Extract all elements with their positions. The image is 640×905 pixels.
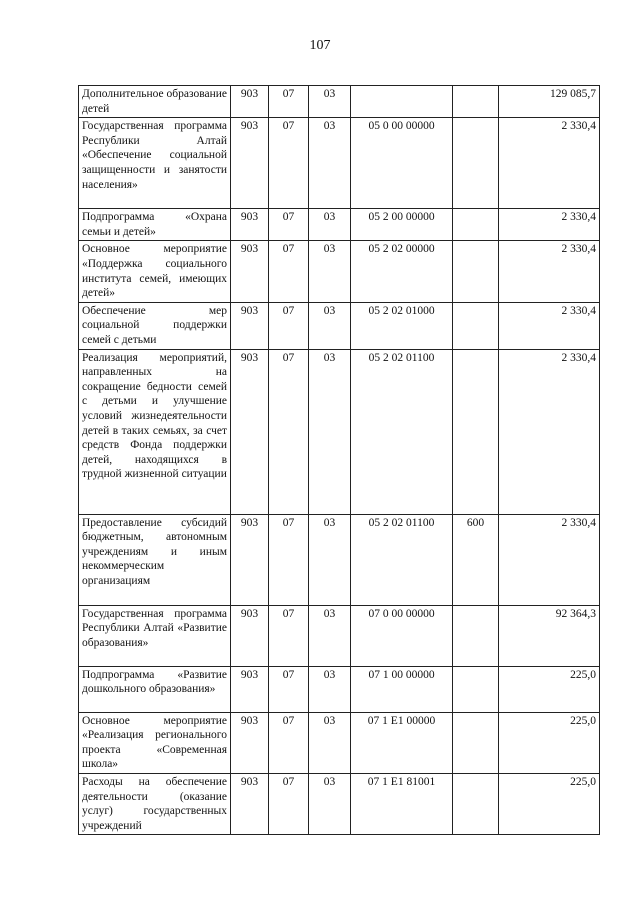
row-name: Расходы на обеспечение деятельности (оказание услуг) государственных учреждений — [79, 773, 231, 834]
row-amount: 225,0 — [499, 666, 600, 712]
table-row — [79, 773, 600, 834]
row-subsection-code: 03 — [309, 712, 351, 773]
row-target-code — [351, 86, 453, 118]
row-admin-code: 903 — [231, 605, 269, 666]
row-name: Предоставление субсидий бюджетным, автономным учреждениям и иным некоммерческим организациям — [79, 514, 231, 605]
row-expense-type — [453, 349, 499, 514]
row-amount: 2 330,4 — [499, 241, 600, 302]
row-section-code: 07 — [269, 514, 309, 605]
row-admin-code: 903 — [231, 302, 269, 349]
row-expense-type — [453, 209, 499, 241]
row-amount: 225,0 — [499, 712, 600, 773]
table-row — [79, 349, 600, 514]
row-section-code: 07 — [269, 605, 309, 666]
row-name: Обеспечение мер социальной поддержки семей с детьми — [79, 302, 231, 349]
row-amount: 2 330,4 — [499, 209, 600, 241]
row-amount: 2 330,4 — [499, 514, 600, 605]
row-amount: 2 330,4 — [499, 118, 600, 209]
row-target-code: 05 2 02 01100 — [351, 514, 453, 605]
row-target-code: 07 1 00 00000 — [351, 666, 453, 712]
row-name: Подпрограмма «Развитие дошкольного образования» — [79, 666, 231, 712]
budget-table — [78, 85, 600, 835]
row-expense-type — [453, 86, 499, 118]
row-name: Подпрограмма «Охрана семьи и детей» — [79, 209, 231, 241]
row-admin-code: 903 — [231, 241, 269, 302]
table-row — [79, 241, 600, 302]
row-subsection-code: 03 — [309, 86, 351, 118]
row-expense-type — [453, 712, 499, 773]
row-expense-type: 600 — [453, 514, 499, 605]
table-row — [79, 209, 600, 241]
row-subsection-code: 03 — [309, 209, 351, 241]
row-admin-code: 903 — [231, 666, 269, 712]
row-name: Дополнительное образование детей — [79, 86, 231, 118]
row-subsection-code: 03 — [309, 302, 351, 349]
table-row — [79, 302, 600, 349]
row-subsection-code: 03 — [309, 241, 351, 302]
row-expense-type — [453, 666, 499, 712]
row-name: Государственная программа Республики Алтай «Развитие образования» — [79, 605, 231, 666]
row-subsection-code: 03 — [309, 118, 351, 209]
row-amount: 129 085,7 — [499, 86, 600, 118]
row-section-code: 07 — [269, 349, 309, 514]
row-name: Основное мероприятие «Поддержка социального института семей, имеющих детей» — [79, 241, 231, 302]
row-expense-type — [453, 302, 499, 349]
row-section-code: 07 — [269, 241, 309, 302]
row-subsection-code: 03 — [309, 605, 351, 666]
row-amount: 2 330,4 — [499, 302, 600, 349]
row-name: Реализация мероприятий, направленных на сокращение бедности семей с детьми и улучшение условий жизнедеятельности детей в таких семьях, за счет средств Фонда поддержки детей, находящихся в трудной жизненной ситуации — [79, 349, 231, 514]
row-admin-code: 903 — [231, 712, 269, 773]
row-admin-code: 903 — [231, 514, 269, 605]
row-admin-code: 903 — [231, 773, 269, 834]
row-admin-code: 903 — [231, 118, 269, 209]
row-subsection-code: 03 — [309, 773, 351, 834]
row-section-code: 07 — [269, 712, 309, 773]
table-row — [79, 666, 600, 712]
table-row — [79, 605, 600, 666]
row-target-code: 05 2 02 01100 — [351, 349, 453, 514]
row-section-code: 07 — [269, 302, 309, 349]
row-section-code: 07 — [269, 86, 309, 118]
row-subsection-code: 03 — [309, 349, 351, 514]
table-row — [79, 514, 600, 605]
row-subsection-code: 03 — [309, 514, 351, 605]
row-section-code: 07 — [269, 118, 309, 209]
row-expense-type — [453, 118, 499, 209]
table-row — [79, 712, 600, 773]
page-number: 107 — [309, 38, 331, 53]
row-name: Основное мероприятие «Реализация регионального проекта «Современная школа» — [79, 712, 231, 773]
row-section-code: 07 — [269, 773, 309, 834]
row-subsection-code: 03 — [309, 666, 351, 712]
table-row — [79, 86, 600, 118]
row-amount: 2 330,4 — [499, 349, 600, 514]
row-amount: 225,0 — [499, 773, 600, 834]
row-target-code: 05 2 02 00000 — [351, 241, 453, 302]
row-target-code: 05 2 02 01000 — [351, 302, 453, 349]
row-admin-code: 903 — [231, 349, 269, 514]
row-name: Государственная программа Республики Алтай «Обеспечение социальной защищенности и занятости населения» — [79, 118, 231, 209]
row-target-code: 07 1 E1 81001 — [351, 773, 453, 834]
row-section-code: 07 — [269, 666, 309, 712]
row-target-code: 07 1 E1 00000 — [351, 712, 453, 773]
row-expense-type — [453, 773, 499, 834]
row-target-code: 05 2 00 00000 — [351, 209, 453, 241]
row-expense-type — [453, 241, 499, 302]
table-row — [79, 118, 600, 209]
row-target-code: 07 0 00 00000 — [351, 605, 453, 666]
row-amount: 92 364,3 — [499, 605, 600, 666]
row-admin-code: 903 — [231, 209, 269, 241]
row-target-code: 05 0 00 00000 — [351, 118, 453, 209]
row-expense-type — [453, 605, 499, 666]
row-section-code: 07 — [269, 209, 309, 241]
row-admin-code: 903 — [231, 86, 269, 118]
